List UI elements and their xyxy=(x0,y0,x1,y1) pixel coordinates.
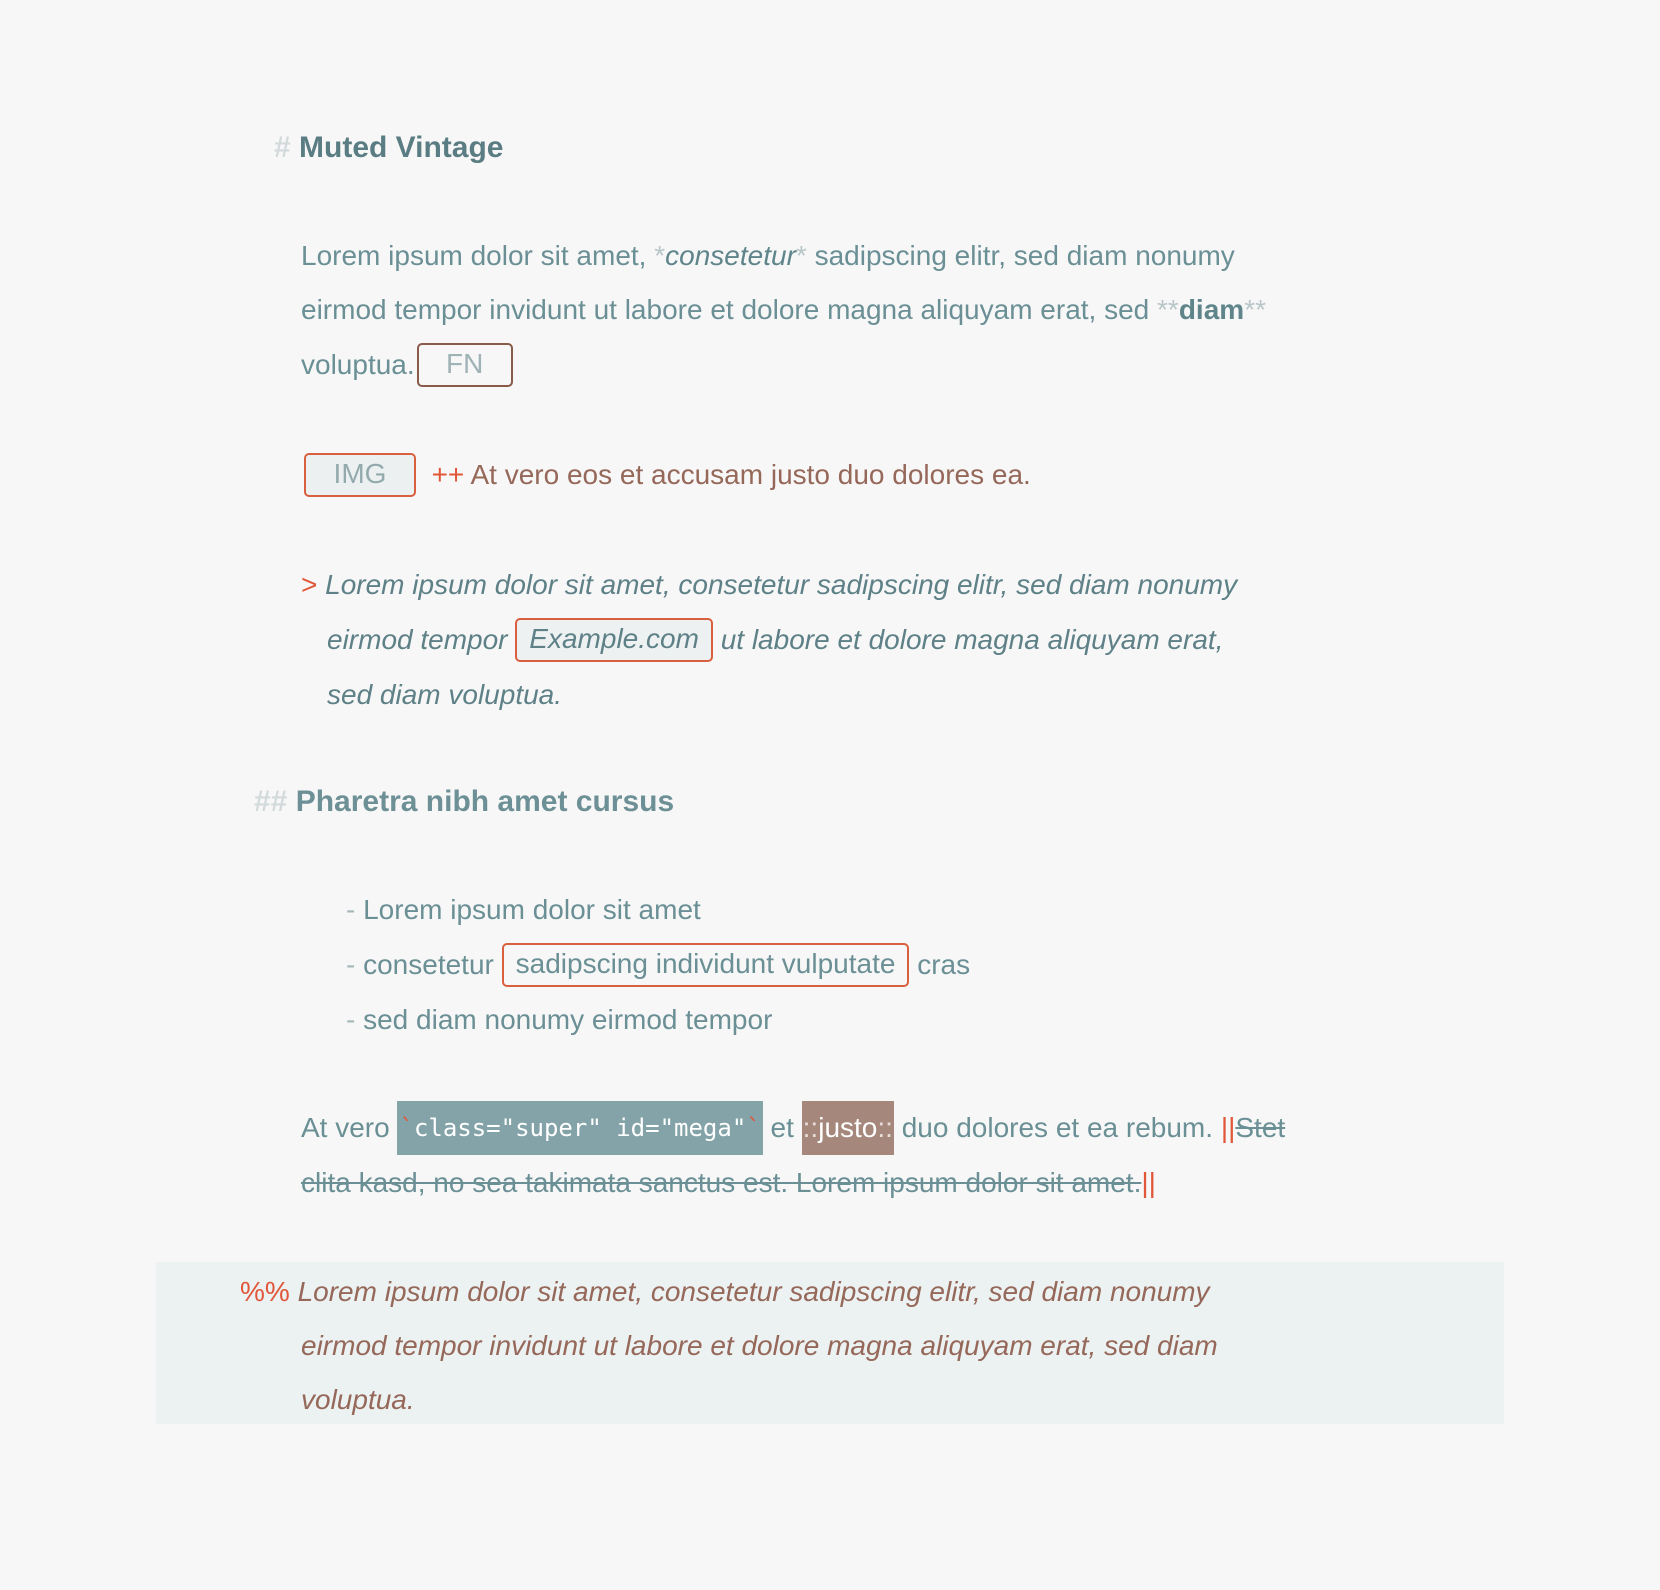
list-bullet: - xyxy=(346,1004,356,1035)
list-item xyxy=(346,882,701,937)
blockquote-text: ut labore et dolore magna aliquyam erat, xyxy=(712,624,1224,655)
comment-line-2 xyxy=(301,1318,1218,1373)
paragraph-text: et xyxy=(762,1112,802,1143)
inline-code xyxy=(397,1101,762,1155)
paragraph-text: voluptua. xyxy=(301,349,415,380)
comment-text: Lorem ipsum dolor sit amet, consetetur sadipscing elitr, sed diam nonumy xyxy=(297,1276,1210,1307)
list-bullet: - xyxy=(346,949,356,980)
paragraph-text: Lorem ipsum dolor sit amet, xyxy=(301,240,655,271)
blockquote-text: sed diam voluptua. xyxy=(327,679,563,710)
link-tag[interactable]: Example.com xyxy=(515,618,713,662)
heading-2-marker: ## xyxy=(254,785,288,818)
emphasis-marker: * xyxy=(795,240,807,271)
blockquote-marker: > xyxy=(301,569,318,600)
strong-marker: ** xyxy=(1157,294,1179,325)
comment-marker: %% xyxy=(240,1276,290,1307)
blockquote-text: Lorem ipsum dolor sit amet, consetetur sadipscing elitr, sed diam nonumy xyxy=(325,569,1238,600)
list-bullet: - xyxy=(346,894,356,925)
comment-line-3 xyxy=(301,1372,415,1427)
heading-2-text: Pharetra nibh amet cursus xyxy=(295,785,675,818)
paragraph-2-line-2 xyxy=(301,1155,1156,1210)
heading-1 xyxy=(274,120,504,175)
paragraph-1-line-1 xyxy=(301,228,1235,283)
heading-1-text: Muted Vintage xyxy=(299,131,504,164)
comment-text: eirmod tempor invidunt ut labore et dolore magna aliquyam erat, sed diam xyxy=(301,1330,1218,1361)
blockquote-line-1 xyxy=(301,557,1237,612)
highlight-text: justo xyxy=(818,1111,878,1143)
insert-marker: ++ xyxy=(431,459,465,490)
heading-1-marker: # xyxy=(274,131,291,164)
code-text: class="super" id="mega" xyxy=(413,1113,747,1142)
paragraph-2-line-1 xyxy=(301,1100,1285,1157)
inserted-text: At vero eos et accusam justo duo dolores ea. xyxy=(464,459,1031,490)
heading-2 xyxy=(254,774,674,829)
comment-line-1 xyxy=(240,1264,1210,1319)
highlight-marker: :: xyxy=(877,1111,893,1143)
paragraph-1-line-2 xyxy=(301,282,1266,337)
comment-text: voluptua. xyxy=(301,1384,415,1415)
strikethrough-text: clita kasd, no sea takimata sanctus est. Lorem ipsum dolor sit amet. xyxy=(301,1167,1142,1198)
footnote-tag[interactable]: FN xyxy=(417,343,513,387)
paragraph-text: sadipscing elitr, sed diam nonumy xyxy=(806,240,1235,271)
image-line xyxy=(304,447,1031,502)
paragraph-text: eirmod tempor invidunt ut labore et dolore magna aliquyam erat, sed xyxy=(301,294,1158,325)
paragraph-1-line-3 xyxy=(301,337,513,392)
list-item-text: cras xyxy=(909,949,971,980)
paragraph-text: duo dolores et ea rebum. xyxy=(893,1112,1221,1143)
blockquote-line-3 xyxy=(327,667,562,722)
blockquote-text: eirmod tempor xyxy=(327,624,516,655)
strong-marker: ** xyxy=(1244,294,1266,325)
highlight xyxy=(802,1101,894,1155)
list-item xyxy=(346,937,970,992)
list-item-text: consetetur xyxy=(363,949,502,980)
blockquote-line-2 xyxy=(327,612,1223,667)
code-tick: ` xyxy=(399,1113,414,1142)
strikethrough-text: Stet xyxy=(1235,1112,1286,1143)
list-item xyxy=(346,992,772,1047)
list-inline-tag[interactable]: sadipscing individunt vulputate xyxy=(502,943,910,987)
strikethrough-marker: || xyxy=(1220,1112,1236,1143)
list-item-text: Lorem ipsum dolor sit amet xyxy=(363,894,701,925)
highlight-marker: :: xyxy=(802,1111,819,1143)
emphasis-marker: * xyxy=(654,240,666,271)
emphasis-text: consetetur xyxy=(665,240,796,271)
image-tag[interactable]: IMG xyxy=(304,453,416,497)
code-tick: ` xyxy=(746,1113,761,1142)
strikethrough-marker: || xyxy=(1141,1167,1156,1198)
strong-text: diam xyxy=(1178,294,1245,325)
list-item-text: sed diam nonumy eirmod tempor xyxy=(363,1004,773,1035)
paragraph-text: At vero xyxy=(301,1112,398,1143)
